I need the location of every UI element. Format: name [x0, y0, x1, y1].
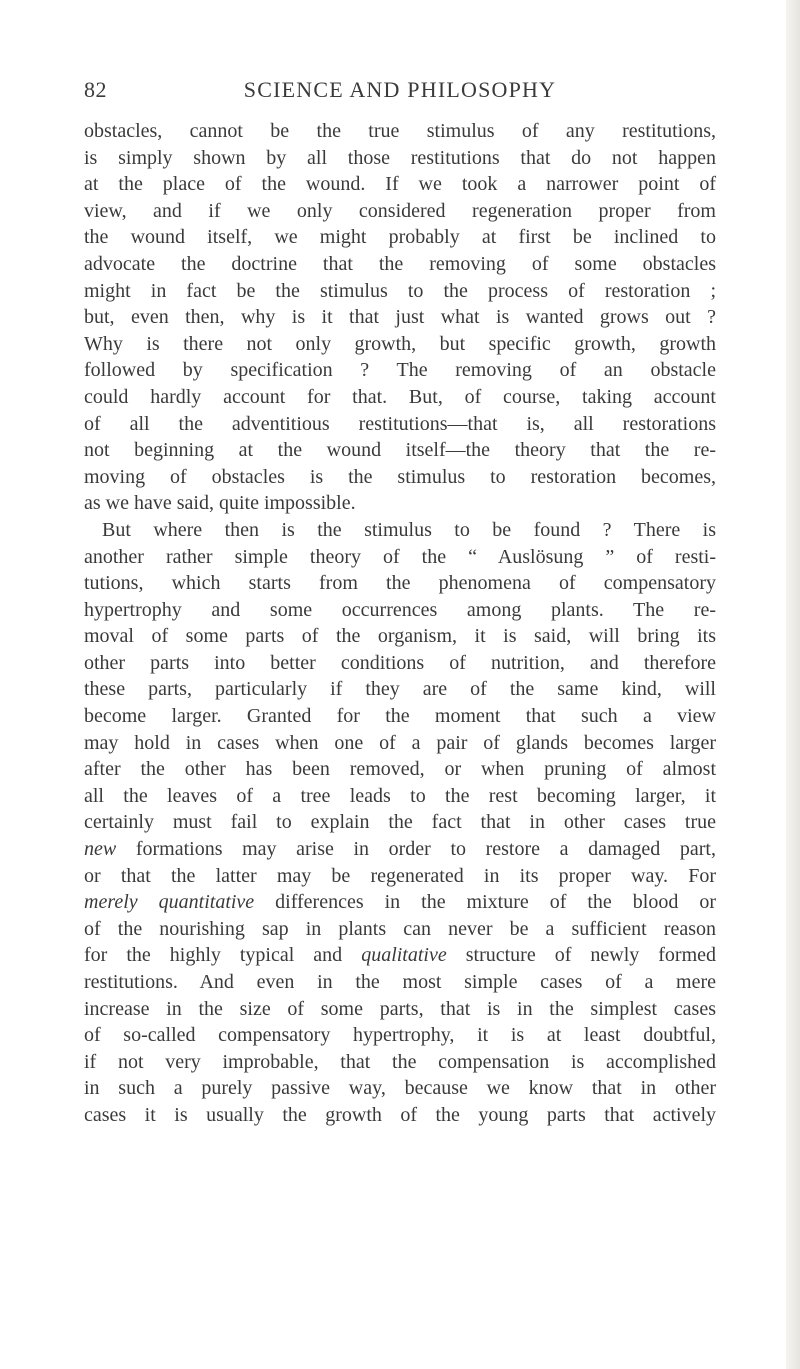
text-line	[84, 1049, 716, 1076]
text-line	[84, 570, 716, 597]
text-segment: hypertrophy and some occurrences among plants. The re-	[84, 598, 716, 621]
page-number: 82	[84, 77, 107, 102]
text-segment: moving of obstacles is the stimulus to restoration becomes,	[84, 465, 716, 488]
text-segment: structure of newly formed	[446, 944, 717, 967]
italic-text: qualitative	[361, 944, 447, 967]
text-segment: view, and if we only considered regeneration proper from	[84, 199, 716, 222]
text-segment: not beginning at the wound itself—the theory that the re-	[84, 439, 716, 462]
text-segment: at the place of the wound. If we took a narrower point of	[84, 173, 716, 196]
text-line	[84, 357, 716, 384]
text-line	[84, 411, 716, 438]
text-line	[84, 251, 716, 278]
page-header	[84, 77, 716, 107]
text-line	[84, 278, 716, 305]
text-segment: moval of some parts of the organism, it is said, will bring its	[84, 625, 716, 648]
text-line	[84, 544, 716, 571]
page-edge-shadow	[786, 0, 800, 1369]
body-text	[84, 118, 716, 1129]
text-line	[84, 809, 716, 836]
text-segment: or that the latter may be regenerated in its proper way. For	[84, 864, 716, 887]
text-line	[84, 889, 716, 916]
text-segment: other parts into better conditions of nutrition, and therefore	[84, 651, 716, 674]
text-line	[84, 730, 716, 757]
text-segment: all the leaves of a tree leads to the rest becoming larger, it	[84, 784, 716, 807]
text-segment: obstacles, cannot be the true stimulus of any restitutions,	[84, 120, 716, 142]
text-segment: is simply shown by all those restitutions that do not happen	[84, 146, 716, 169]
text-line	[84, 1075, 716, 1102]
text-line	[84, 942, 716, 969]
text-segment: for the highly typical and	[84, 944, 362, 967]
text-segment: after the other has been removed, or when pruning of almost	[84, 758, 716, 781]
text-line	[84, 916, 716, 943]
text-segment: of so-called compensatory hypertrophy, it is at least doubtful,	[84, 1024, 716, 1047]
text-line	[84, 224, 716, 251]
text-segment: might in fact be the stimulus to the process of restoration ;	[84, 279, 716, 302]
text-line	[84, 198, 716, 225]
text-segment: if not very improbable, that the compensation is accomplished	[84, 1050, 716, 1073]
text-line	[84, 384, 716, 411]
text-segment: formations may arise in order to restore a damaged part,	[116, 838, 716, 861]
text-line	[84, 863, 716, 890]
text-segment: Why is there not only growth, but specific growth, growth	[84, 332, 716, 355]
text-segment: followed by specification ? The removing of an obstacle	[84, 359, 716, 382]
text-segment: these parts, particularly if they are of the same kind, will	[84, 678, 716, 701]
text-segment: cases it is usually the growth of the young parts that actively	[84, 1103, 716, 1126]
text-segment: differences in the mixture of the blood or	[254, 891, 716, 914]
text-line	[84, 490, 716, 517]
text-line	[84, 996, 716, 1023]
text-line	[84, 756, 716, 783]
text-segment: restitutions. And even in the most simple cases of a mere	[84, 971, 716, 993]
italic-text: merely quantitative	[84, 891, 255, 914]
text-segment: as we have said, quite impossible.	[84, 492, 356, 515]
text-segment: of the nourishing sap in plants can never be a sufficient reason	[84, 917, 716, 940]
text-segment: certainly must fail to explain the fact that in other cases true	[84, 811, 716, 834]
text-line	[84, 969, 716, 996]
text-segment: could hardly account for that. But, of course, taking account	[84, 385, 716, 408]
text-line	[84, 171, 716, 198]
text-line	[84, 1022, 716, 1049]
text-line	[84, 597, 716, 624]
running-head: SCIENCE AND PHILOSOPHY	[243, 77, 557, 102]
text-line	[84, 783, 716, 810]
italic-text: new	[84, 838, 117, 861]
text-line	[84, 836, 716, 863]
text-line	[84, 331, 716, 358]
text-line	[84, 703, 716, 730]
text-segment: but, even then, why is it that just what is wanted grows out ?	[84, 306, 716, 329]
text-segment: in such a purely passive way, because we know that in other	[84, 1077, 716, 1100]
text-segment: another rather simple theory of the “ Auslösung ” of resti-	[84, 545, 716, 568]
text-segment: tutions, which starts from the phenomena of compensatory	[84, 572, 716, 595]
text-segment: advocate the doctrine that the removing of some obstacles	[84, 252, 716, 275]
text-line	[84, 650, 716, 677]
text-line	[84, 437, 716, 464]
text-segment: But where then is the stimulus to be found ? There is	[102, 518, 716, 541]
text-line	[84, 304, 716, 331]
text-segment: of all the adventitious restitutions—that is, all restorations	[84, 412, 716, 435]
text-segment: the wound itself, we might probably at first be inclined to	[84, 226, 716, 249]
text-segment: become larger. Granted for the moment that such a view	[84, 705, 716, 728]
text-line	[84, 145, 716, 172]
text-line	[84, 676, 716, 703]
text-line	[84, 517, 716, 544]
text-line	[84, 623, 716, 650]
text-line	[84, 118, 716, 145]
text-line	[84, 464, 716, 491]
text-segment: increase in the size of some parts, that is in the simplest cases	[84, 997, 716, 1020]
text-line	[84, 1102, 716, 1129]
text-segment: may hold in cases when one of a pair of glands becomes larger	[84, 731, 716, 754]
